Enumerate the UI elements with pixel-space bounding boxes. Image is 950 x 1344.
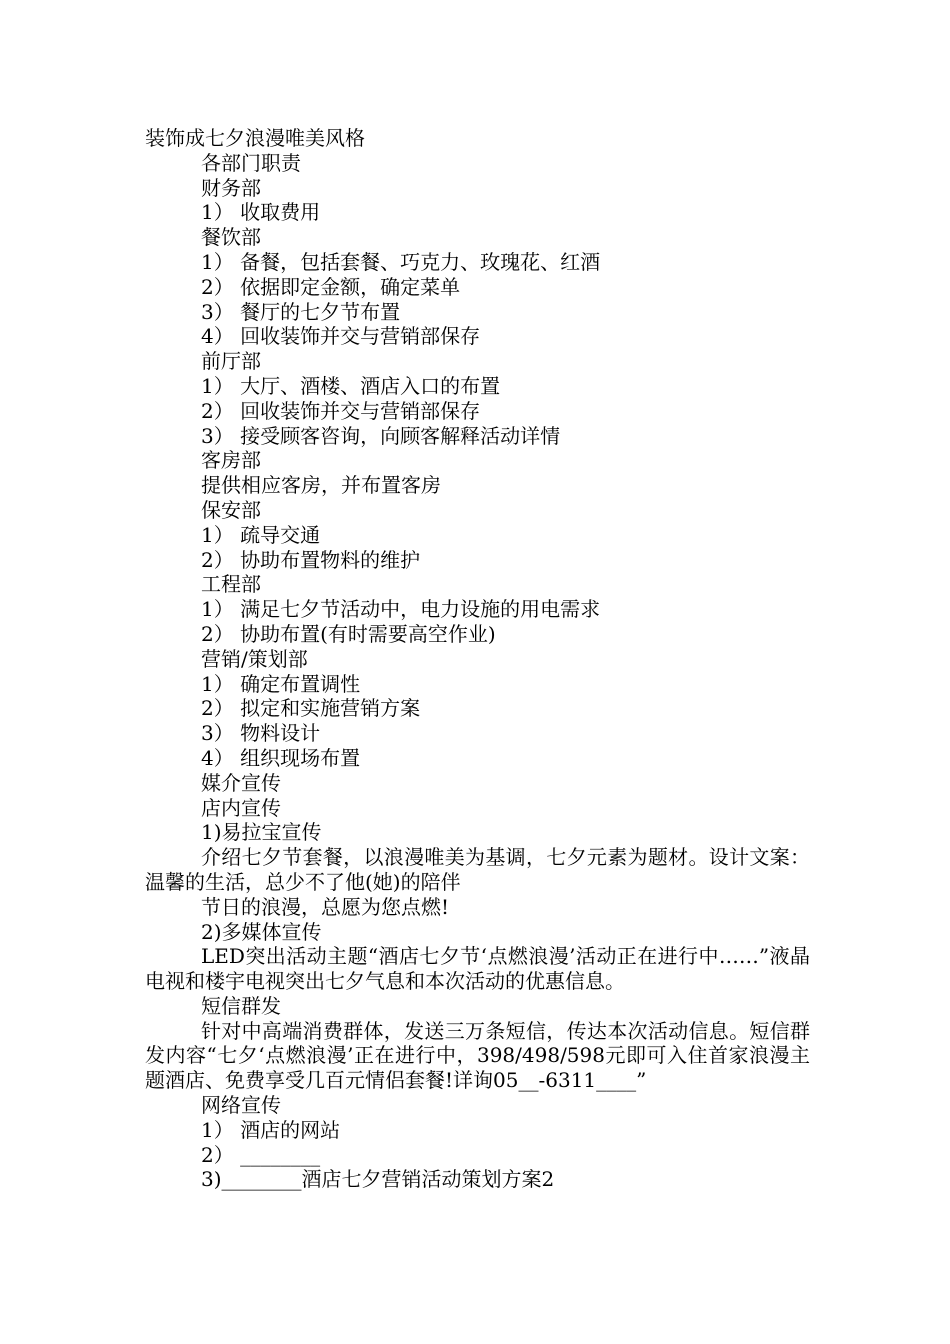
paragraph-led: LED突出活动主题“酒店七夕节‘点燃浪漫’活动正在进行中……”液晶电视和楼宇电视突出七夕气息和本次活动的优惠信息。 xyxy=(145,944,810,994)
document-page xyxy=(145,126,810,1192)
section-departments xyxy=(145,126,810,845)
text-line: 2） 拟定和实施营销方案 xyxy=(201,696,421,721)
text-line: 营销/策划部 xyxy=(201,646,308,671)
text-line: 餐饮部 xyxy=(201,225,261,250)
text-line: 2） ________ xyxy=(201,1142,321,1167)
heading-multimedia: 2)多媒体宣传 xyxy=(201,919,322,944)
text-line: 前厅部 xyxy=(201,349,261,374)
text-line: 2） 回收装饰并交与营销部保存 xyxy=(201,398,481,423)
text-line: 2） 依据即定金额，确定菜单 xyxy=(201,274,461,299)
text-line: 4） 回收装饰并交与营销部保存 xyxy=(201,324,481,349)
text-line: 3） 接受顾客咨询，向顾客解释活动详情 xyxy=(201,423,561,448)
text-line: 1） 满足七夕节活动中，电力设施的用电需求 xyxy=(201,597,601,622)
text-line: 1） 大厅、酒楼、酒店入口的布置 xyxy=(201,373,501,398)
text-line: 2） 协助布置物料的维护 xyxy=(201,547,421,572)
slogan-line: 节日的浪漫，总愿为您点燃! xyxy=(201,894,450,919)
text-line: 保安部 xyxy=(201,497,261,522)
text-line: 店内宣传 xyxy=(201,795,281,820)
text-line: 3)________酒店七夕营销活动策划方案2 xyxy=(201,1167,555,1192)
text-line: 网络宣传 xyxy=(201,1093,281,1118)
text-line: 3） 餐厅的七夕节布置 xyxy=(201,299,401,324)
text-line: 1)易拉宝宣传 xyxy=(201,820,322,845)
text-line: 1） 收取费用 xyxy=(201,200,321,225)
text-line: 财务部 xyxy=(201,175,261,200)
text-line: 客房部 xyxy=(201,448,261,473)
heading-sms: 短信群发 xyxy=(201,993,281,1018)
text-line: 工程部 xyxy=(201,572,261,597)
text-line: 装饰成七夕浪漫唯美风格 xyxy=(145,126,365,150)
text-line: 各部门职责 xyxy=(201,150,301,175)
text-line: 1） 酒店的网站 xyxy=(201,1117,341,1142)
text-line: 媒介宣传 xyxy=(201,770,281,795)
paragraph-rollup-banner: 介绍七夕节套餐，以浪漫唯美为基调，七夕元素为题材。设计文案：温馨的生活，总少不了他(她)的陪伴 xyxy=(145,845,810,894)
text-line: 1） 疏导交通 xyxy=(201,522,321,547)
text-line: 2） 协助布置(有时需要高空作业) xyxy=(201,621,496,646)
section-online xyxy=(145,1093,810,1192)
text-line: 3） 物料设计 xyxy=(201,721,321,746)
paragraph-sms: 针对中高端消费群体，发送三万条短信，传达本次活动信息。短信群发内容“七夕‘点燃浪漫’正在进行中，398/498/598元即可入住首家浪漫主题酒店、免费享受几百元情侣套餐!详询05__-6311____” xyxy=(145,1018,810,1093)
text-line: 提供相应客房，并布置客房 xyxy=(201,473,441,498)
text-line: 1） 确定布置调性 xyxy=(201,671,361,696)
text-line: 4） 组织现场布置 xyxy=(201,745,361,770)
text-line: 1） 备餐，包括套餐、巧克力、玫瑰花、红酒 xyxy=(201,249,601,274)
